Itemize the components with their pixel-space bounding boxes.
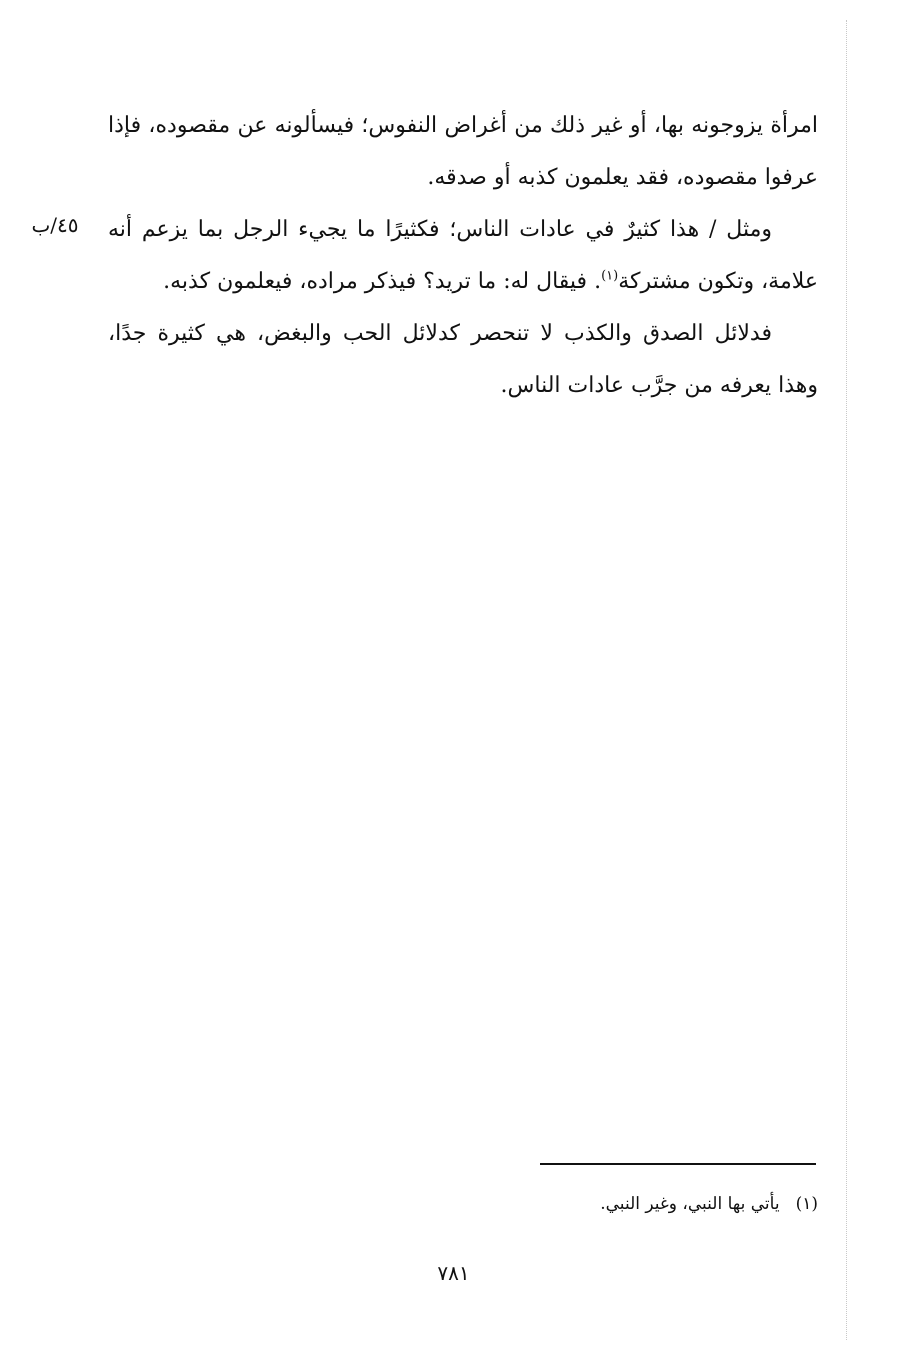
- paragraph-3: فدلائل الصدق والكذب لا تنحصر كدلائل الحب والبغض، هي كثيرة جدًا، وهذا يعرفه من جرَّب عادات الناس.: [108, 321, 818, 398]
- footnote-separator: [540, 1163, 816, 1165]
- main-text: [108, 100, 818, 412]
- paragraph-1: امرأة يزوجونه بها، أو غير ذلك من أغراض النفوس؛ فيسألونه عن مقصوده، فإذا عرفوا مقصوده، فقد يعلمون كذبه أو صدقه.: [108, 113, 818, 190]
- paragraph-2-text-end: . فيقال له: ما تريد؟ فيذكر مراده، فيعلمون كذبه.: [163, 269, 602, 294]
- paragraph-2: [108, 204, 818, 308]
- page-number: ٧٨١: [437, 1261, 470, 1285]
- paragraph-2-text-start: ومثل / هذا كثيرٌ في عادات الناس؛ فكثيرًا ما يجيء الرجل بما يزعم أنه علامة، وتكون مشتركة: [108, 217, 818, 294]
- footnote-number: (١): [795, 1194, 818, 1214]
- footnote: [300, 1190, 818, 1218]
- scan-edge-artifact: [846, 20, 847, 1340]
- manuscript-folio-marker: ٤٥/ب: [31, 213, 79, 237]
- footnote-reference[interactable]: (١): [601, 268, 619, 284]
- footnote-text: يأتي بها النبي، وغير النبي.: [600, 1194, 780, 1214]
